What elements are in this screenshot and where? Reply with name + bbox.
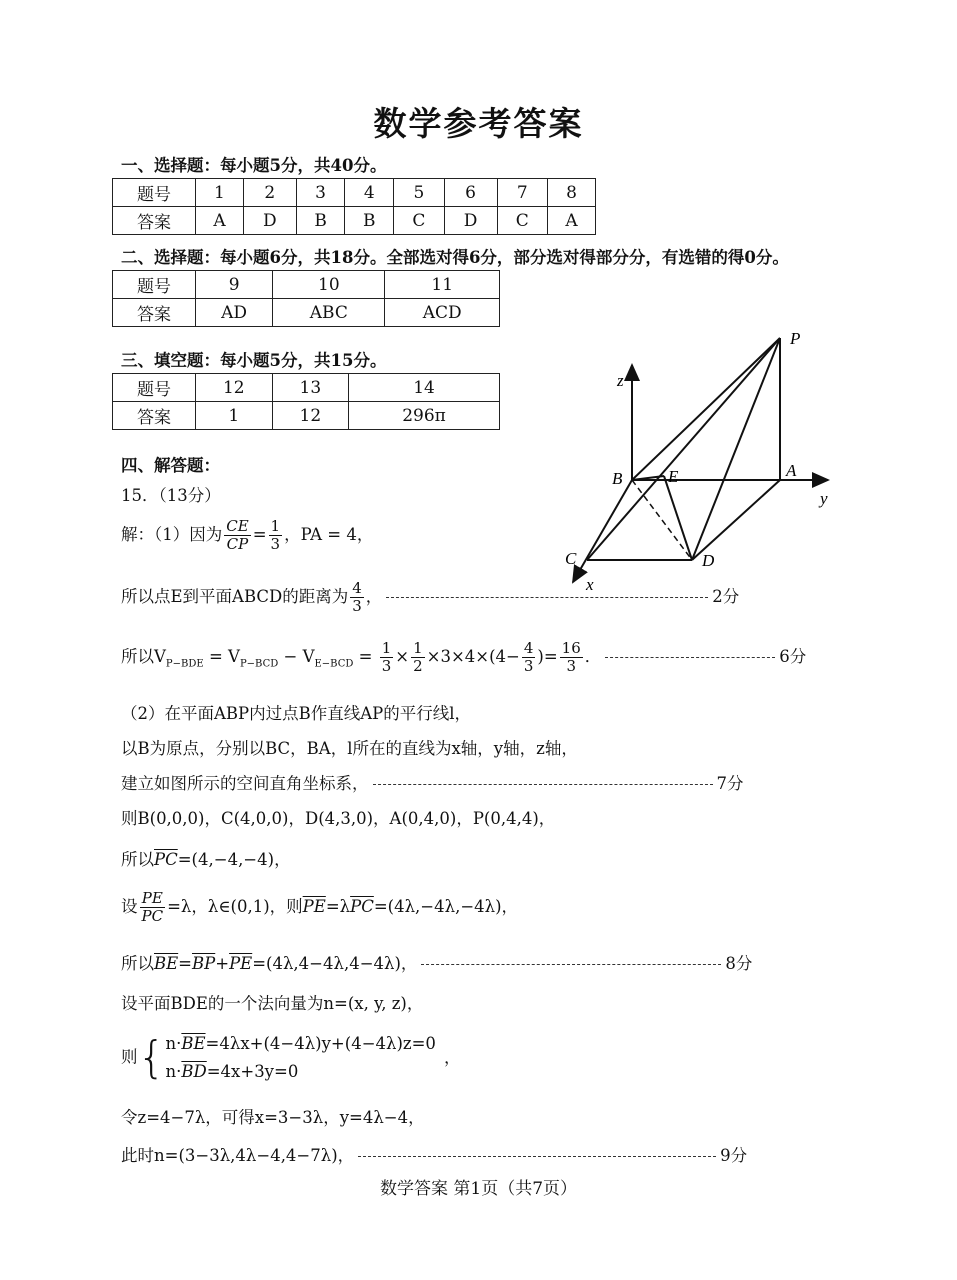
label-C: C <box>565 549 577 568</box>
solution-line-9: 设 $\frac{PE}{PC}$ =λ，λ∈(0,1)，则$\overline{PE}=\lambda\overline{PC}=(4\lambda,-4\lambda,-4\lambda)$， <box>121 889 519 925</box>
table-cell: 11 <box>385 271 500 299</box>
table-cell: ACD <box>385 299 500 327</box>
section3-heading: 三、填空题：每小题5分，共15分。 <box>121 351 387 370</box>
solution-line-3: 所以$V_{P-BDE} = V_{P-BCD} - V_{E-BCD}$ = $\frac{1}{3}$ × $\frac{1}{2}$ ×3×4×(4− $\frac{4}{3}$ )= $\frac{16}{3}$ ． 6分 <box>121 639 807 675</box>
label-x: x <box>586 575 594 594</box>
table-cell: ABC <box>273 299 385 327</box>
table-row <box>113 374 500 402</box>
solution-line-4: （2）在平面ABP内过点B作直线AP的平行线l， <box>121 704 472 723</box>
edge-PD <box>692 338 780 560</box>
solution-line-11: 设平面BDE的一个法向量为n=(x, y, z)， <box>121 994 424 1013</box>
solution-line-14: 此时n=(3−3λ,4λ−4,4−7λ)， 9分 <box>121 1146 748 1165</box>
table-cell: 12 <box>196 374 273 402</box>
table-row <box>113 402 500 430</box>
solution-line-5: 以B为原点，分别以BC，BA，l所在的直线为x轴，y轴，z轴， <box>121 739 578 758</box>
table-cell: D <box>444 207 497 235</box>
page-title: 数学参考答案 <box>373 104 584 143</box>
table-cell: B <box>345 207 394 235</box>
table-row <box>113 179 596 207</box>
label-y: y <box>820 489 828 508</box>
solution-line-6: 建立如图所示的空间直角坐标系， 7分 <box>121 774 744 793</box>
solution-line-10: 所以$\overline{BE}=\overline{BP}+\overline{PE}=(4\lambda,4-4\lambda,4-4\lambda)$， 8分 <box>121 954 753 973</box>
table-cell: 296π <box>349 402 500 430</box>
table-cell: B <box>296 207 345 235</box>
label-P: P <box>790 329 801 348</box>
table-cell: 1 <box>196 179 244 207</box>
table-cell: 13 <box>272 374 349 402</box>
table-header-cell: 答案 <box>113 299 196 327</box>
table-cell: 14 <box>349 374 500 402</box>
solution-line-7: 则B(0,0,0)，C(4,0,0)，D(4,3,0)，A(0,4,0)，P(0,4,4)， <box>121 809 556 828</box>
table-cell: 1 <box>196 402 273 430</box>
table-header-cell: 答案 <box>113 207 196 235</box>
section1-heading: 一、选择题：每小题5分，共40分。 <box>121 156 387 175</box>
edge-PC <box>587 338 780 560</box>
edge-DA <box>692 480 780 560</box>
table-cell: 4 <box>345 179 394 207</box>
table-cell: 7 <box>497 179 548 207</box>
section2-heading: 二、选择题：每小题6分，共18分。全部选对得6分，部分选对得部分分，有选错的得0分。 <box>121 248 789 267</box>
x-axis <box>573 480 632 582</box>
geometry-figure <box>540 320 850 600</box>
table-cell: 12 <box>272 402 349 430</box>
table-cell: D <box>243 207 296 235</box>
solution-line-12: 则{ $n\cdot\overline{BE}=4\lambda x+(4-4\lambda)y+(4-4\lambda)z=0$ $n\cdot\overline{BD}=4x+3y=0$ ， <box>121 1032 461 1083</box>
solution-line-8: 所以$\overline{PC}=(4,-4,-4)$， <box>121 850 291 869</box>
table-header-cell: 题号 <box>113 179 196 207</box>
label-B: B <box>612 469 623 488</box>
table-cell: 10 <box>273 271 385 299</box>
section3-table <box>112 373 500 430</box>
section2-table <box>112 270 500 327</box>
table-row <box>113 299 500 327</box>
section4-heading: 四、解答题： <box>121 456 220 475</box>
table-cell: 6 <box>444 179 497 207</box>
table-cell: 3 <box>296 179 345 207</box>
label-z: z <box>617 371 624 390</box>
table-header-cell: 题号 <box>113 374 196 402</box>
section1-table <box>112 178 596 235</box>
label-E: E <box>668 467 679 486</box>
table-cell: C <box>497 207 548 235</box>
table-cell: AD <box>196 299 273 327</box>
table-row <box>113 207 596 235</box>
table-header-cell: 答案 <box>113 402 196 430</box>
table-cell: C <box>394 207 445 235</box>
label-D: D <box>702 551 715 570</box>
table-cell: A <box>196 207 244 235</box>
edge-ED <box>664 476 692 560</box>
problem-number: 15．（13分） <box>121 486 221 505</box>
solution-line-13: 令z=4−7λ，可得x=3−3λ，y=4λ−4， <box>121 1108 425 1127</box>
table-cell: 9 <box>196 271 273 299</box>
solution-line-1: 解：（1）因为 $\frac{CE}{CP}$ = $\frac{1}{3}$ ，PA = 4， <box>121 517 374 553</box>
table-header-cell: 题号 <box>113 271 196 299</box>
table-row <box>113 271 500 299</box>
edge-PB <box>632 338 780 480</box>
table-cell: 5 <box>394 179 445 207</box>
table-cell: 2 <box>243 179 296 207</box>
label-A: A <box>786 461 797 480</box>
edge-BD-dashed <box>632 480 692 560</box>
table-cell: A <box>548 207 596 235</box>
solution-line-2: 所以点E到平面ABCD的距离为 $\frac{4}{3}$ ， 2分 <box>121 579 740 615</box>
table-cell: 8 <box>548 179 596 207</box>
page-footer: 数学答案 第1页（共7页） <box>379 1179 578 1199</box>
